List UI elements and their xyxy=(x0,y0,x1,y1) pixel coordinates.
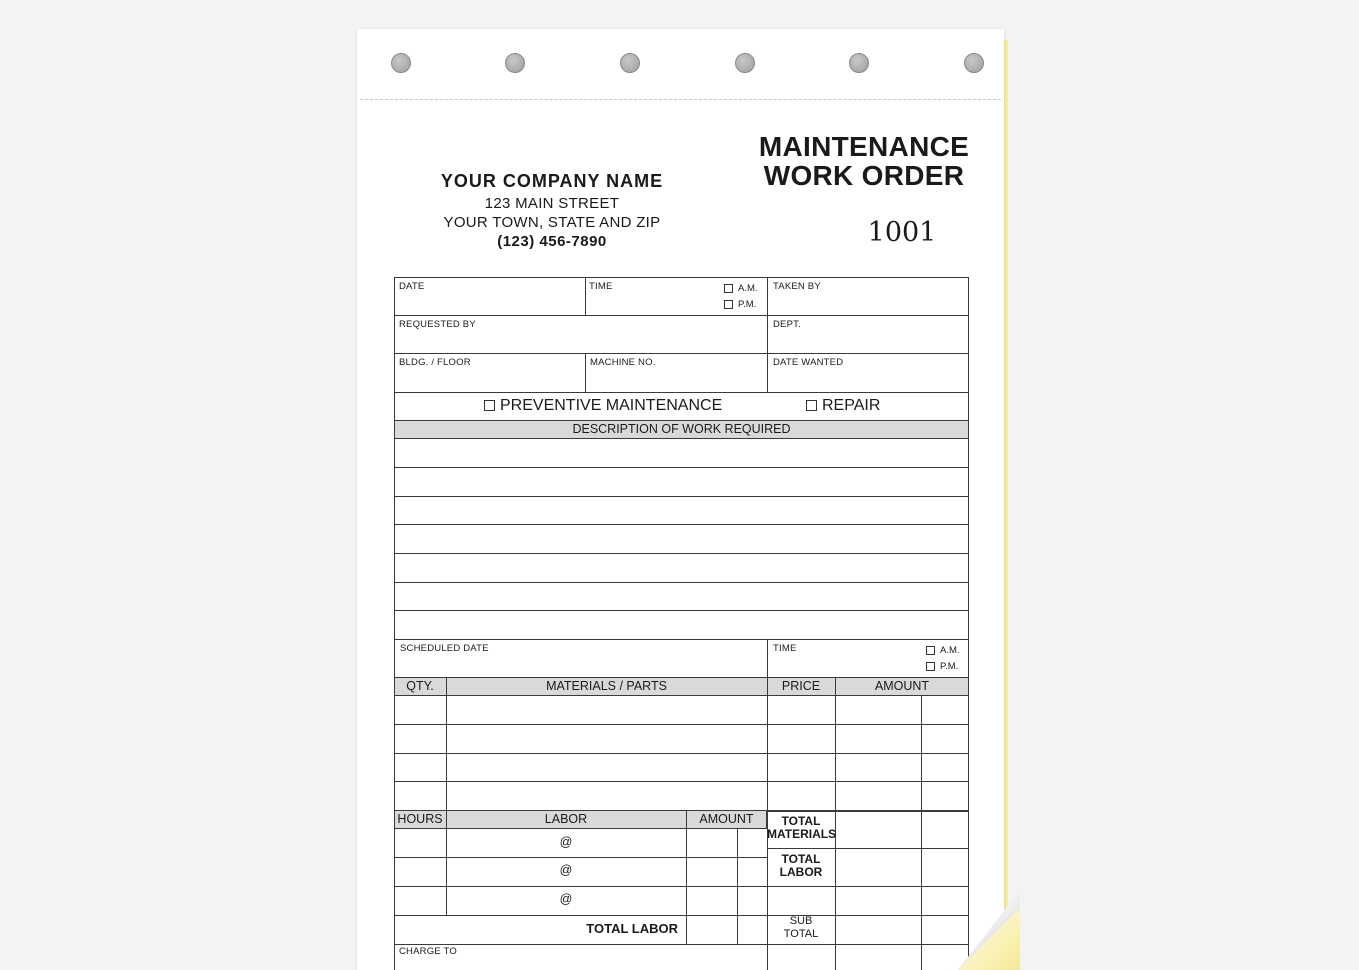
sched-pm-checkbox[interactable] xyxy=(926,662,935,671)
description-line[interactable] xyxy=(394,496,969,497)
form-number: 1001 xyxy=(867,217,937,248)
binding-hole xyxy=(964,53,984,73)
preventive-label: PREVENTIVE MAINTENANCE xyxy=(500,397,723,414)
labor-row[interactable] xyxy=(394,857,767,858)
materials-header: MATERIALS / PARTS xyxy=(546,679,667,693)
date-field[interactable]: DATE xyxy=(399,281,425,292)
pm-label: P.M. xyxy=(738,299,757,310)
dept-field[interactable]: DEPT. xyxy=(773,319,801,330)
qty-header: QTY. xyxy=(406,679,434,693)
description-line[interactable] xyxy=(394,610,969,611)
materials-row[interactable] xyxy=(394,724,969,725)
company-phone: (123) 456-7890 xyxy=(497,233,607,250)
total-materials-line1: TOTAL xyxy=(781,814,821,828)
machine-no-field[interactable]: MACHINE NO. xyxy=(590,357,656,368)
binding-hole xyxy=(849,53,869,73)
sub-total-line1: SUB xyxy=(789,915,813,927)
labor-row[interactable] xyxy=(394,915,767,916)
pm-checkbox[interactable] xyxy=(724,300,733,309)
form-title xyxy=(749,132,979,190)
description-line[interactable] xyxy=(394,582,969,583)
am-label: A.M. xyxy=(738,283,758,294)
preventive-option[interactable] xyxy=(484,397,722,415)
repair-checkbox[interactable] xyxy=(806,400,817,411)
company-street: 123 MAIN STREET xyxy=(484,195,620,212)
total-materials-line2: MATERIALS xyxy=(767,827,837,841)
labor-header: LABOR xyxy=(544,812,588,826)
requested-by-field[interactable]: REQUESTED BY xyxy=(399,319,476,330)
description-line[interactable] xyxy=(394,467,969,468)
pm-option[interactable] xyxy=(724,299,756,310)
labor-amount-header: AMOUNT xyxy=(699,812,754,826)
am-checkbox[interactable] xyxy=(724,284,733,293)
description-line[interactable] xyxy=(394,553,969,554)
repair-label: REPAIR xyxy=(822,397,881,414)
total-labor-label: TOTAL LABOR xyxy=(586,921,678,936)
labor-row[interactable] xyxy=(394,886,767,887)
sched-am-option[interactable] xyxy=(926,645,960,656)
scheduled-date-field[interactable]: SCHEDULED DATE xyxy=(400,643,489,654)
sched-am-label: A.M. xyxy=(940,645,960,656)
materials-row[interactable] xyxy=(394,781,969,782)
binding-hole xyxy=(391,53,411,73)
work-order-form xyxy=(357,29,1004,970)
sub-total-line2: TOTAL xyxy=(783,928,819,940)
am-option[interactable] xyxy=(724,283,758,294)
total-materials-label xyxy=(767,815,835,841)
description-header: DESCRIPTION OF WORK REQUIRED xyxy=(394,420,969,439)
company-block xyxy=(417,171,687,251)
sched-am-checkbox[interactable] xyxy=(926,646,935,655)
sched-pm-option[interactable] xyxy=(926,661,958,672)
time-field[interactable]: TIME xyxy=(589,281,613,292)
labor-rate-at: @ xyxy=(559,863,573,877)
total-labor-summary-label xyxy=(767,853,835,879)
total-labor-line1: TOTAL xyxy=(781,852,821,866)
hours-header: HOURS xyxy=(397,812,443,826)
total-labor-line2: LABOR xyxy=(779,865,823,879)
labor-rate-at: @ xyxy=(559,835,573,849)
binding-hole xyxy=(505,53,525,73)
binding-hole xyxy=(620,53,640,73)
form-title-line2: WORK ORDER xyxy=(763,160,965,191)
scheduled-time-field[interactable]: TIME xyxy=(773,643,797,654)
amount-header: AMOUNT xyxy=(874,679,930,693)
sched-pm-label: P.M. xyxy=(940,661,959,672)
repair-option[interactable] xyxy=(806,397,880,415)
company-name: YOUR COMPANY NAME xyxy=(440,171,664,191)
binding-stub xyxy=(357,29,1004,100)
description-line[interactable] xyxy=(394,524,969,525)
binding-hole xyxy=(735,53,755,73)
charge-to-field[interactable]: CHARGE TO xyxy=(399,946,457,957)
taken-by-field[interactable]: TAKEN BY xyxy=(773,281,821,292)
perforation-line xyxy=(360,99,1001,100)
preventive-checkbox[interactable] xyxy=(484,400,495,411)
description-line[interactable] xyxy=(394,639,969,640)
labor-rate-at: @ xyxy=(559,892,573,906)
sub-total-label xyxy=(767,915,835,941)
form-title-line1: MAINTENANCE xyxy=(758,131,970,162)
materials-row[interactable] xyxy=(394,753,969,754)
bldg-floor-field[interactable]: BLDG. / FLOOR xyxy=(399,357,471,368)
date-wanted-field[interactable]: DATE WANTED xyxy=(773,357,844,368)
company-town: YOUR TOWN, STATE AND ZIP xyxy=(443,214,661,231)
price-header: PRICE xyxy=(781,679,821,693)
